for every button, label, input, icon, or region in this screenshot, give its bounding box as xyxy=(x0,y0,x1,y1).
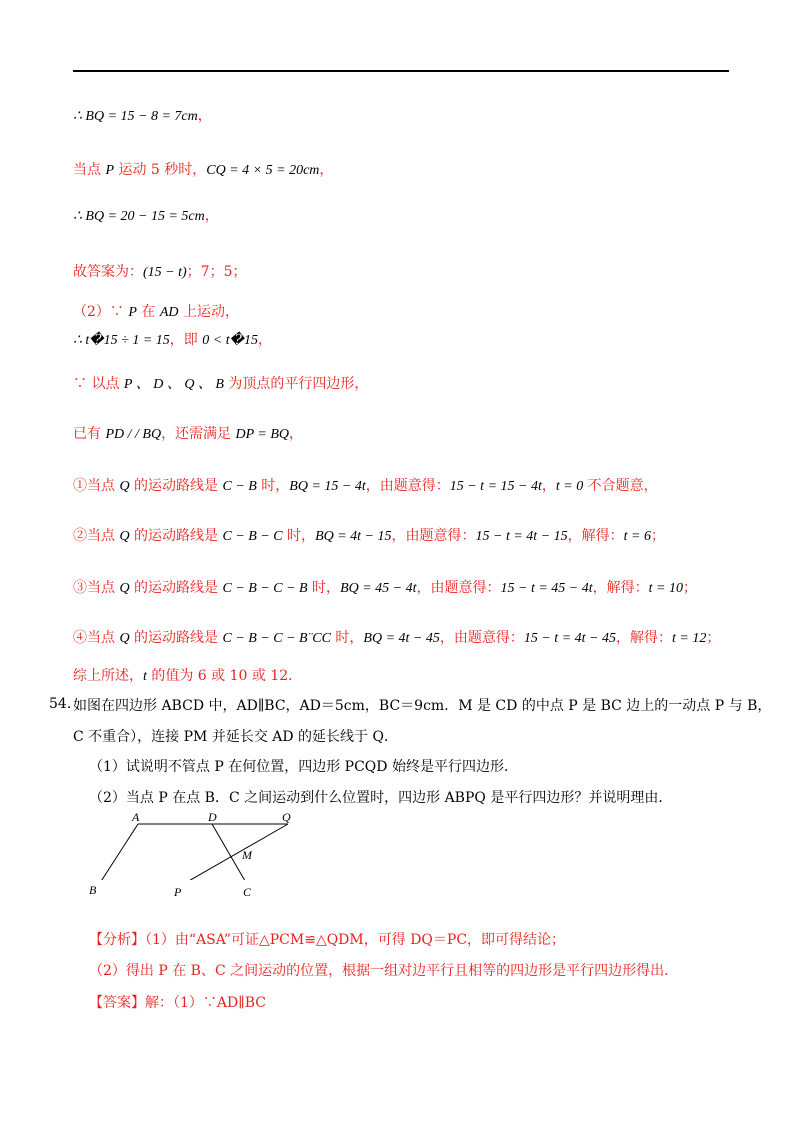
analysis-line-1: 【分析】（1）由“ASA”可证△PCM≌△QDM，可得 DQ＝PC，即可得结论； xyxy=(89,932,566,948)
geometry-figure xyxy=(86,810,316,880)
problem-question-1: （1）试说明不管点 P 在何位置，四边形 PCQD 始终是平行四边形． xyxy=(89,759,518,775)
solution-line-7: ∵ 以点 P 、 D 、 Q 、 B 为顶点的平行四边形， xyxy=(73,376,369,392)
label-P: P xyxy=(174,885,182,899)
label-B: B xyxy=(89,883,97,897)
problem-line-1: 如图在四边形 ABCD 中，AD∥BC，AD＝5cm，BC＝9cm．M 是 CD 的中点 P 是 BC 边上的一动点 P 与 B， xyxy=(73,698,772,714)
line-QP xyxy=(180,824,288,880)
line-AB xyxy=(98,824,138,880)
label-D: D xyxy=(208,810,217,824)
label-M: M xyxy=(242,848,252,862)
case-line-4: ④当点 Q 的运动路线是 C − B − C − B¨CC 时，BQ = 4t − 45，由题意得：15 − t = 4t − 45，解得：t = 12； xyxy=(73,630,721,646)
problem-question-2: （2）当点 P 在点 B．C 之间运动到什么位置时，四边形 ABPQ 是平行四边形？并说明理由． xyxy=(89,790,673,806)
solution-line-5: （2）∵ P 在 AD 上运动， xyxy=(73,304,239,320)
case-line-2: ②当点 Q 的运动路线是 C − B − C 时，BQ = 4t − 15，由题意得：15 − t = 4t − 15，解得：t = 6； xyxy=(73,528,665,544)
solution-line-4: 故答案为：(15 − t)；7；5； xyxy=(73,264,247,280)
solution-line-6: ∴ t�15 ÷ 1 = 15，即 0 < t�15， xyxy=(73,332,272,348)
problem-number: 54. xyxy=(49,696,72,712)
solution-line-3: ∴ BQ = 20 − 15 = 5cm， xyxy=(73,208,219,224)
analysis-tag: 【分析】 xyxy=(89,932,145,948)
answer-tag: 【答案】 xyxy=(89,995,145,1011)
problem-line-2: C 不重合），连接 PM 并延长交 AD 的延长线于 Q． xyxy=(73,729,398,745)
solution-line-8: 已有 PD / / BQ，还需满足 DP = BQ， xyxy=(73,426,304,442)
answer-line: 【答案】解：（1）∵AD∥BC xyxy=(89,995,266,1011)
label-Q: Q xyxy=(282,810,291,824)
header-rule xyxy=(73,70,729,72)
case-line-1: ①当点 Q 的运动路线是 C − B 时，BQ = 15 − 4t，由题意得：15 − t = 15 − 4t，t = 0 不合题意， xyxy=(73,478,658,494)
label-C: C xyxy=(243,885,252,899)
conclusion-line: 综上所述，t 的值为 6 或 10 或 12． xyxy=(73,668,303,684)
solution-line-2: 当点 P 运动 5 秒时，CQ = 4 × 5 = 20cm， xyxy=(73,162,334,178)
label-A: A xyxy=(132,810,140,824)
analysis-line-2: （2）得出 P 在 B、C 之间运动的位置，根据一组对边平行且相等的四边形是平行四边形得出． xyxy=(89,963,679,979)
figure-bottom-labels xyxy=(86,880,316,902)
case-line-3: ③当点 Q 的运动路线是 C − B − C − B 时，BQ = 45 − 4t，由题意得：15 − t = 45 − 4t，解得：t = 10； xyxy=(73,580,697,596)
solution-line-1: ∴ BQ = 15 − 8 = 7cm， xyxy=(73,108,212,124)
